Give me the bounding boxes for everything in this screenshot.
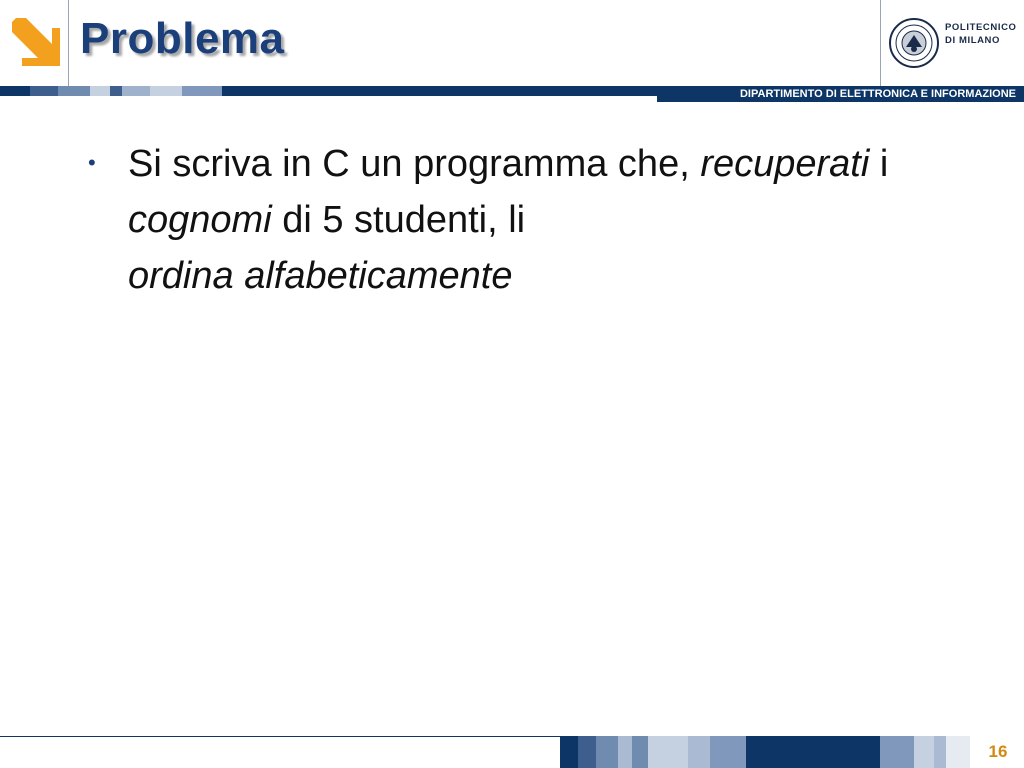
institution-line-1: POLITECNICO	[945, 22, 1017, 33]
slide-content	[88, 136, 968, 304]
bullet-text-part: Si scriva in C un programma che,	[128, 143, 701, 185]
footer-stripe-band	[560, 736, 1024, 768]
bullet-text	[128, 136, 908, 304]
page-number: 16	[988, 742, 1008, 761]
header-divider-right	[880, 0, 881, 86]
institution-name	[945, 21, 1021, 47]
bullet-text-part: di 5 studenti, li	[271, 199, 526, 241]
institution-line-2: DI MILANO	[945, 35, 1001, 46]
bullet-text-italic-part: cognomi	[128, 199, 272, 241]
bullet-text-italic-part: recuperati	[700, 143, 870, 185]
bullet-text-italic-part: ordina alfabeticamente	[128, 255, 513, 297]
slide-title: Problema	[80, 14, 285, 63]
header-divider-left	[68, 0, 69, 86]
politecnico-seal-icon	[888, 17, 940, 69]
department-banner: DIPARTIMENTO DI ELETTRONICA E INFORMAZIONE	[657, 86, 1024, 102]
arrow-logo-icon	[10, 16, 62, 68]
bullet-icon: •	[88, 150, 96, 175]
bullet-text-part: i	[869, 143, 889, 185]
